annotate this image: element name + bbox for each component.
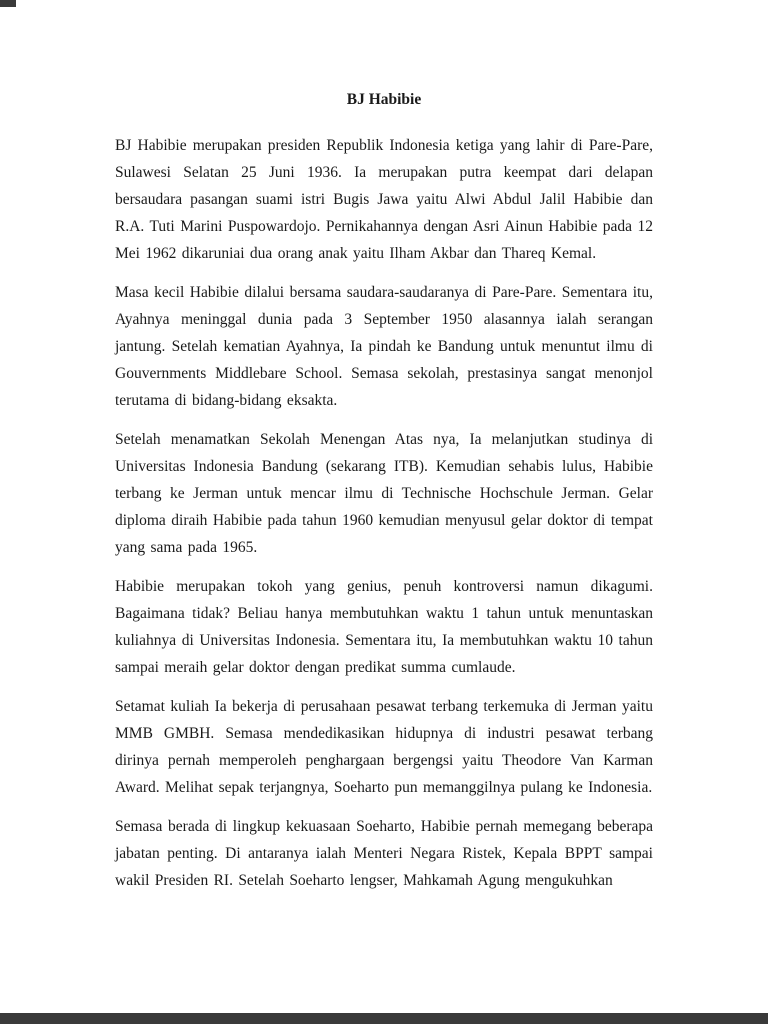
paragraph-5: Setamat kuliah Ia bekerja di perusahaan pesawat terbang terkemuka di Jerman yaitu MMB GMBH. Semasa mendedikasikan hidupnya di industri pesawat terbang dirinya pernah memperoleh penghargaan bergengsi yaitu Theodore Van Karman Award. Melihat sepak terjangnya, Soeharto pun memanggilnya pulang ke Indonesia. — [115, 698, 653, 796]
viewer-background-top-corner — [0, 0, 16, 7]
paragraph-2: Masa kecil Habibie dilalui bersama saudara-saudaranya di Pare-Pare. Sementara itu, Ayahnya meninggal dunia pada 3 September 1950 alasannya ialah serangan jantung. Setelah kematian Ayahnya, Ia pindah ke Bandung untuk menuntut ilmu di Gouvernments Middlebare School. Semasa sekolah, prestasinya sangat menonjol terutama di bidang-bidang eksakta. — [115, 284, 653, 409]
paragraph-3: Setelah menamatkan Sekolah Menengan Atas nya, Ia melanjutkan studinya di Universitas Indonesia Bandung (sekarang ITB). Kemudian sehabis lulus, Habibie terbang ke Jerman untuk mencar ilmu di Technische Hochschule Jerman. Gelar diploma diraih Habibie pada tahun 1960 kemudian menyusul gelar doktor di tempat yang sama pada 1965. — [115, 431, 653, 556]
paragraph-6: Semasa berada di lingkup kekuasaan Soeharto, Habibie pernah memegang beberapa jabatan penting. Di antaranya ialah Menteri Negara Ristek, Kepala BPPT sampai wakil Presiden RI. Setelah Soeharto lengser, Mahkamah Agung mengukuhkan — [115, 818, 653, 889]
paragraph-4: Habibie merupakan tokoh yang genius, penuh kontroversi namun dikagumi. Bagaimana tidak? Beliau hanya membutuhkan waktu 1 tahun untuk menuntaskan kuliahnya di Universitas Indonesia. Sementara itu, Ia membutuhkan waktu 10 tahun sampai meraih gelar doktor dengan predikat summa cumlaude. — [115, 578, 653, 676]
paragraph-1: BJ Habibie merupakan presiden Republik Indonesia ketiga yang lahir di Pare-Pare, Sulawesi Selatan 25 Juni 1936. Ia merupakan putra keempat dari delapan bersaudara pasangan suami istri Bugis Jawa yaitu Alwi Abdul Jalil Habibie dan R.A. Tuti Marini Puspowardojo. Pernikahannya dengan Asri Ainun Habibie pada 12 Mei 1962 dikaruniai dua orang anak yaitu Ilham Akbar dan Thareq Kemal. — [115, 137, 653, 262]
viewer-background-bottom-bar — [0, 1013, 768, 1024]
document-title: BJ Habibie — [346, 91, 422, 108]
